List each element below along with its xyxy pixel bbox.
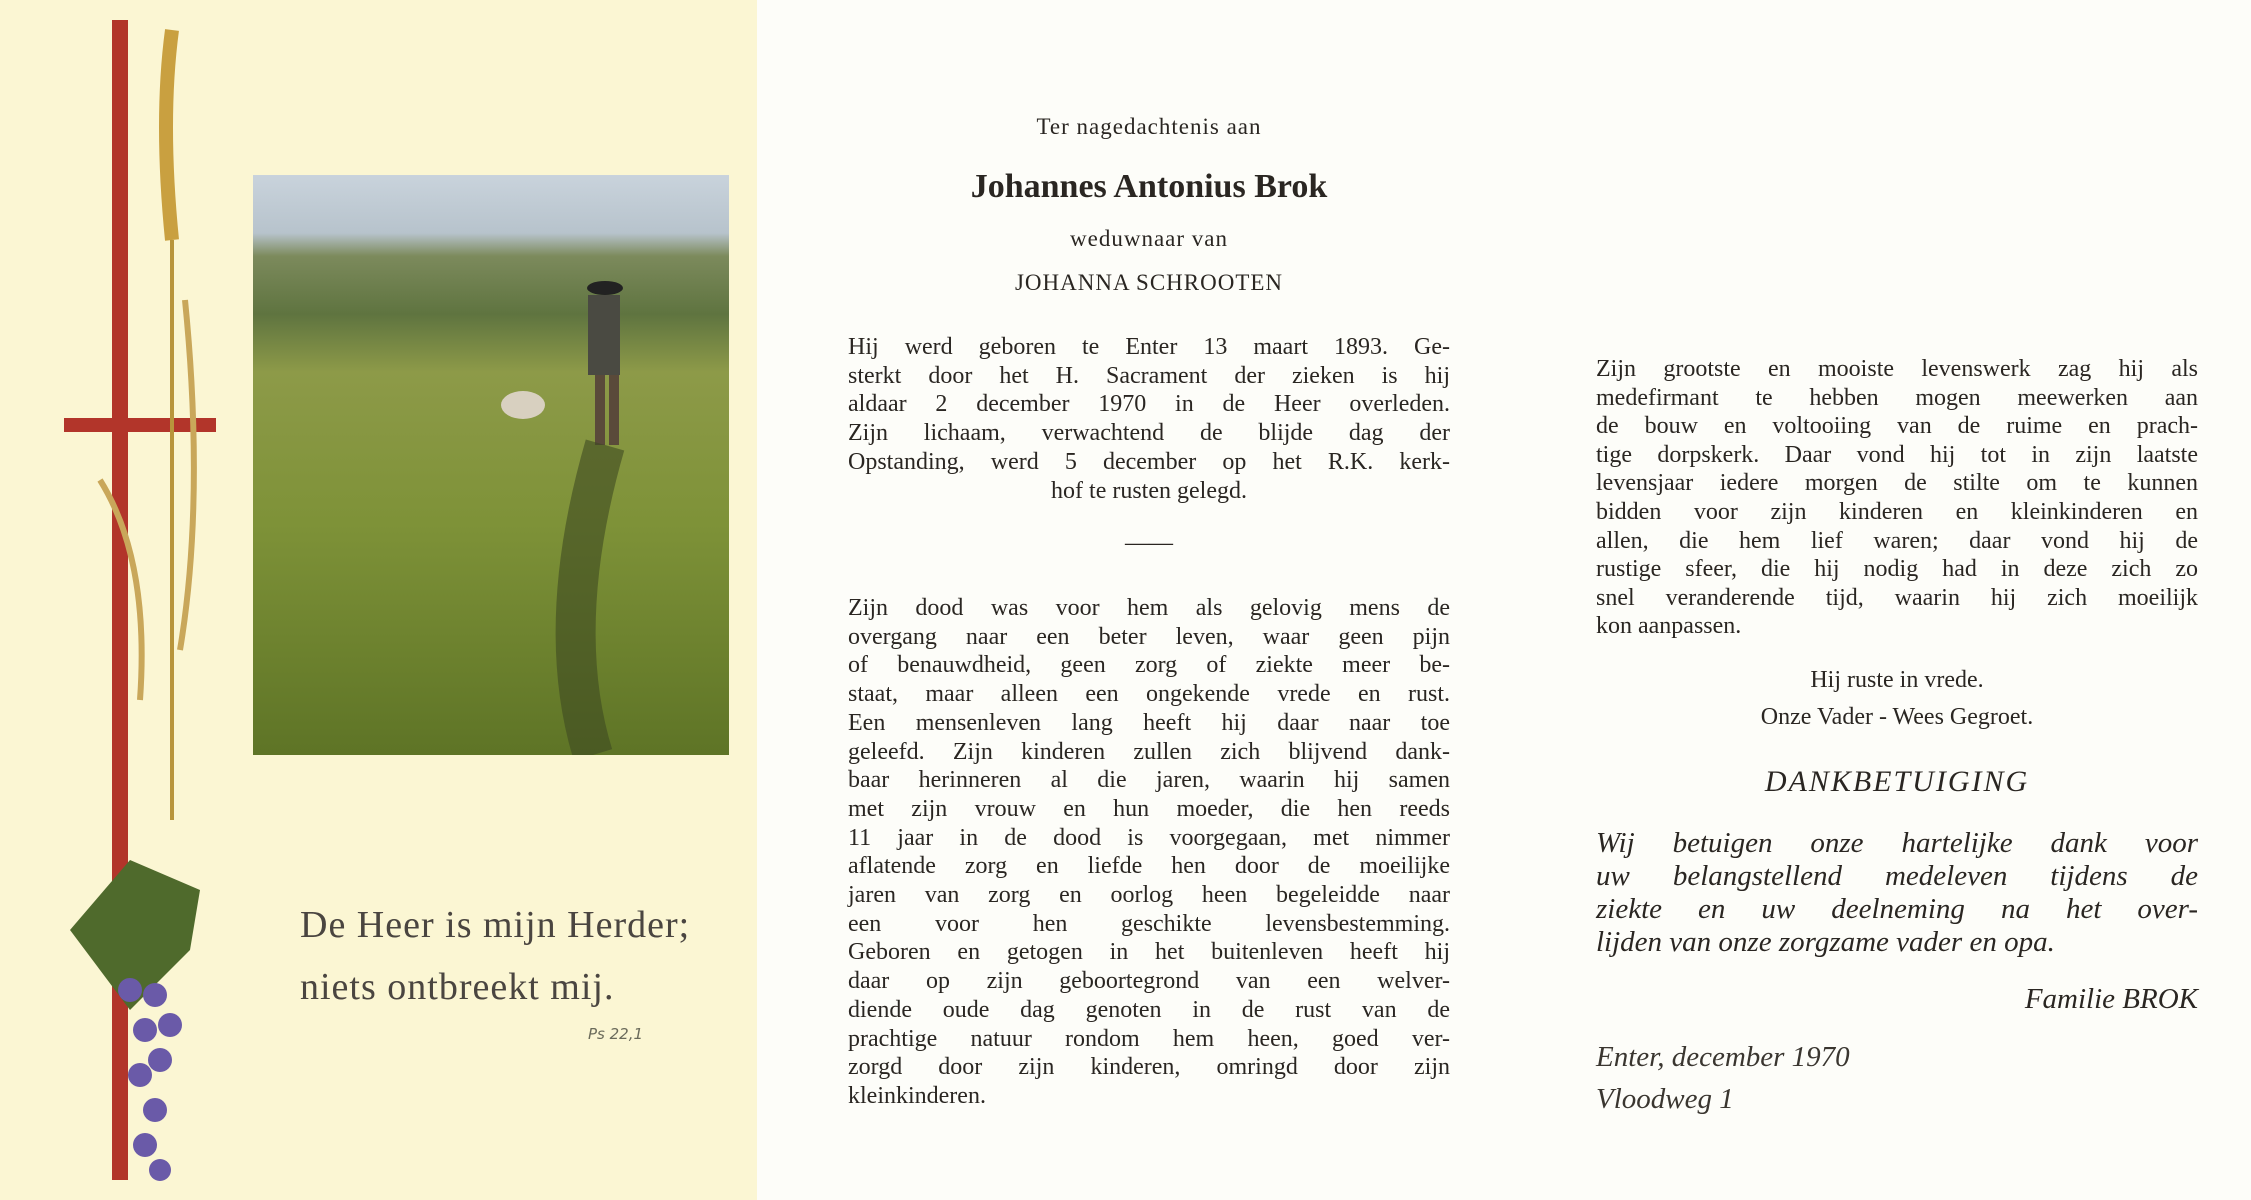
verse-line-1: De Heer is mijn Herder; [300,904,691,946]
text-line: aldaar 2 december 1970 in de Heer overleden. [848,391,1450,418]
text-line: lijden van onze zorgzame vader en opa. [1596,926,2055,958]
shepherd-figure [253,175,729,755]
text-line: de bouw en voltooiing van de ruime en prach- [1596,413,2198,440]
text-line: een voor hen geschikte levensbestemming. [848,910,1450,937]
text-line: overgang naar een beter leven, waar geen pijn [848,623,1450,650]
spouse-name: JOHANNA SCHROOTEN [1014,270,1284,295]
text-line: hof te rusten gelegd. [1051,477,1247,504]
text-line: geleefd. Zijn kinderen zullen zich blijvend dank- [848,738,1450,765]
text-line: daar op zijn geboortegrond van een welver- [848,968,1450,995]
cross-wheat-grapes-illustration [0,0,260,1200]
text-line: Zijn dood was voor hem als gelovig mens de [848,595,1450,621]
text-line: rustige sfeer, die hij nodig had in deze zich zo [1596,556,2198,583]
text-line: levensjaar iedere morgen de stilte om te kunnen [1596,470,2198,497]
verse-line-2: niets ontbreekt mij. [300,966,615,1008]
text-line: staat, maar alleen een ongekende vrede en rust. [848,681,1450,708]
text-line: Een mensenleven lang heeft hij daar naar toe [848,709,1450,736]
text-line: sterkt door het H. Sacrament der zieken is hij [848,362,1450,389]
text-line: kleinkinderen. [848,1082,986,1109]
rest-in-peace: Hij ruste in vrede. [1810,667,1984,693]
text-line: bidden voor zijn kinderen en kleinkinderen en [1596,499,2198,525]
verse-reference: Ps 22,1 [588,1025,644,1043]
thanks-title: DANKBETUIGING [1764,765,2030,798]
text-line: tige dorpskerk. Daar vond hij tot in zijn laatste [1596,441,2198,468]
text-line: medefirmant te hebben mogen meewerken aan [1596,384,2198,411]
text-line: Zijn grootste en mooiste levenswerk zag hij als [1596,356,2198,382]
address: Vloodweg 1 [1596,1083,1734,1115]
shepherd-field-photo [253,175,729,755]
text-line: diende oude dag genoten in de rust van de [848,996,1450,1023]
text-line: Geboren en getogen in het buitenleven heeft hij [848,939,1450,966]
text-line: uw belangstellend medeleven tijdens de [1596,860,2198,892]
intro-text: Ter nagedachtenis aan [1036,114,1262,139]
text-line: Opstanding, werd 5 december op het R.K. kerk- [848,448,1450,475]
text-line: jaren van zorg en oorlog heen begeleidde naar [848,882,1450,908]
deceased-name: Johannes Antonius Brok [970,168,1328,205]
text-line: kon aanpassen. [1596,613,1742,640]
text-line: snel veranderende tijd, waarin hij zich moeilijk [1596,584,2198,611]
text-line: of benauwdheid, geen zorg of ziekte meer be- [848,652,1450,679]
text-line: Zijn lichaam, verwachtend de blijde dag der [848,420,1450,447]
place-date: Enter, december 1970 [1596,1041,1850,1073]
text-line: allen, die hem lief waren; daar vond hij de [1596,527,2198,554]
text-line: 11 jaar in de dood is voorgegaan, met nimmer [848,824,1450,851]
text-line: ziekte en uw deelneming na het over- [1596,893,2198,925]
text-line: Wij betuigen onze hartelijke dank voor [1596,827,2198,859]
text-line: baar herinneren al die jaren, waarin hij samen [848,767,1450,794]
text-line: met zijn vrouw en hun moeder, die hen reeds [848,795,1450,822]
relation-text: weduwnaar van [1070,226,1228,251]
text-line: zorgd door zijn kinderen, omringd door zijn [848,1054,1450,1081]
memorial-card-front [0,0,757,1200]
prayer-text: Onze Vader - Wees Gegroet. [1760,704,2034,730]
divider: —— [1125,530,1173,556]
text-line: Hij werd geboren te Enter 13 maart 1893. Ge- [848,334,1450,360]
text-line: aflatende zorg en liefde hen door de moeilijke [848,853,1450,880]
family-signature: Familie BROK [2024,983,2198,1015]
text-line: prachtige natuur rondom hem heen, goed ver- [848,1025,1450,1052]
